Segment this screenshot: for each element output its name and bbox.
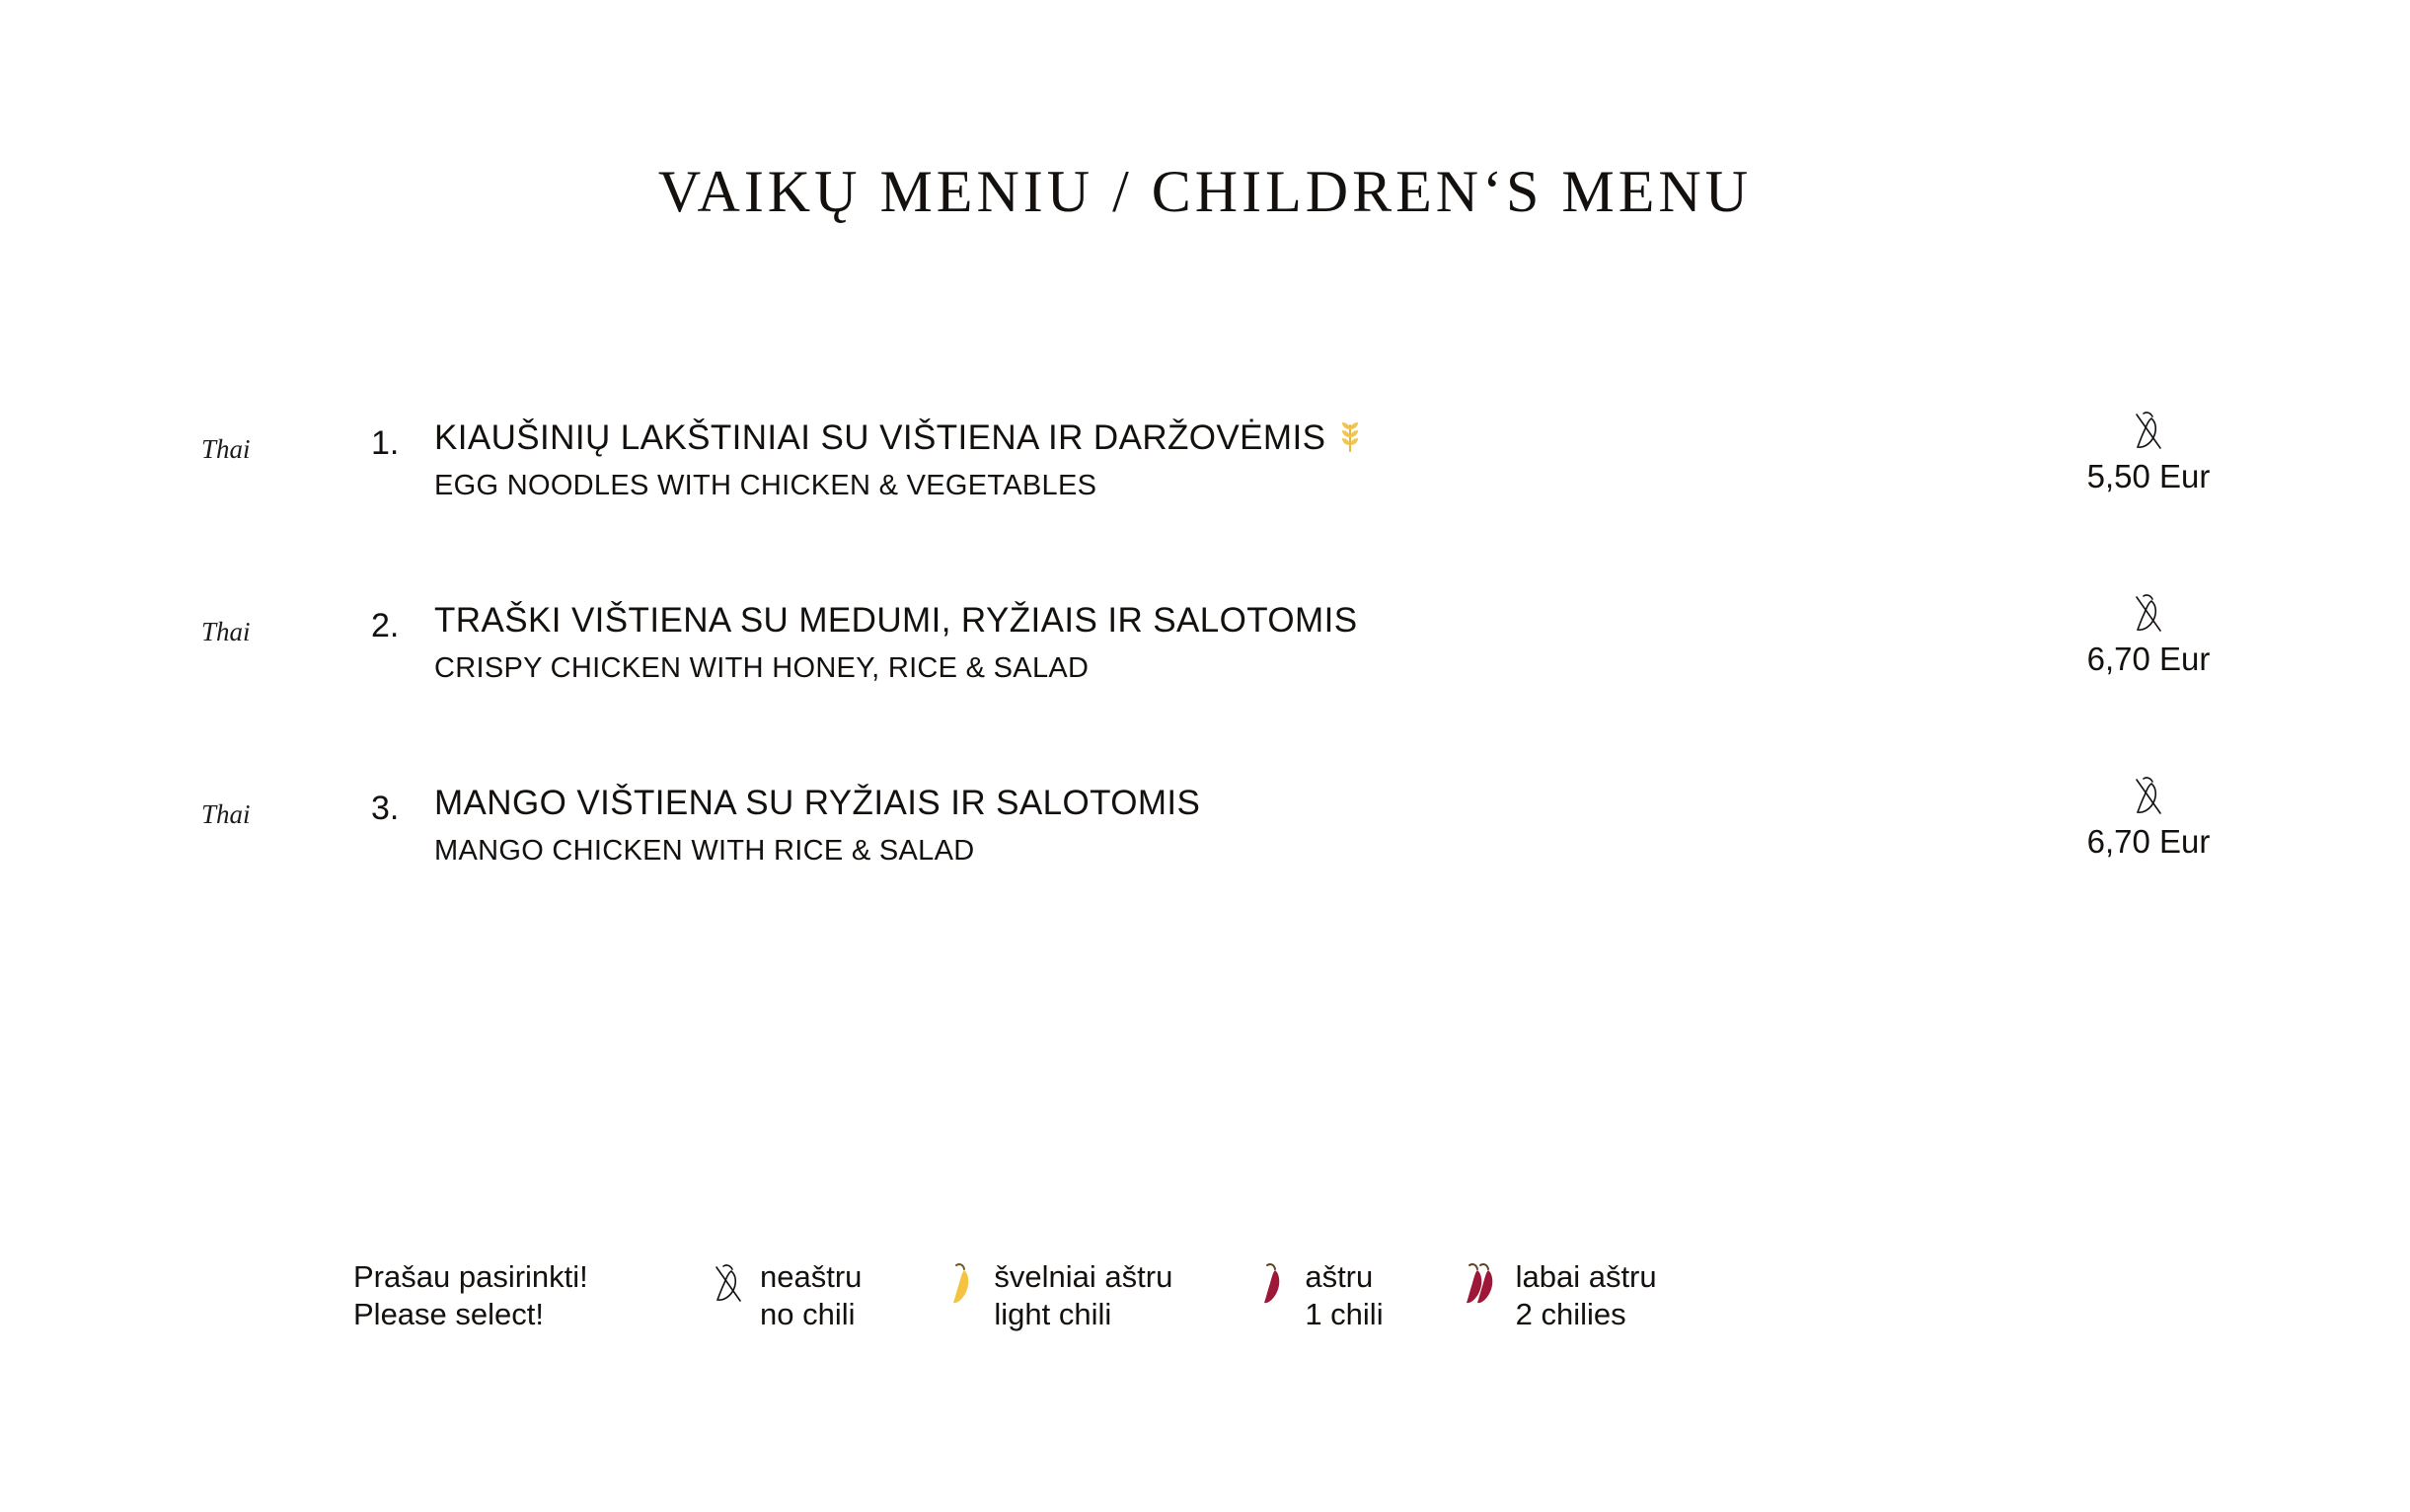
item-name-en: MANGO CHICKEN WITH RICE & SALAD (434, 835, 975, 867)
item-name-en: EGG NOODLES WITH CHICKEN & VEGETABLES (434, 470, 1097, 501)
legend-entry-one-chili (1242, 1258, 1383, 1333)
wheat-icon (1335, 418, 1365, 452)
item-price-block (2035, 591, 2262, 678)
item-text-block (434, 784, 1996, 868)
spice-legend (353, 1258, 1657, 1333)
legend-label-en: no chili (760, 1296, 856, 1331)
item-text-block (434, 601, 1996, 685)
item-price: 6,70 Eur (2086, 823, 2211, 860)
legend-entry-two-chilies (1453, 1258, 1657, 1333)
item-price-block (2035, 409, 2262, 495)
legend-label-en: light chili (994, 1296, 1112, 1331)
legend-entry-no-chili (697, 1258, 862, 1333)
legend-label-en: 2 chilies (1515, 1296, 1626, 1331)
legend-label-block (1516, 1258, 1657, 1333)
legend-intro-en: Please select! (353, 1296, 544, 1331)
item-name-lt (434, 418, 1996, 458)
legend-label-block (994, 1258, 1172, 1333)
item-name-text: KIAUŠINIŲ LAKŠTINIAI SU VIŠTIENA IR DARŽOVĖMIS (434, 418, 1326, 457)
legend-label-lt: labai aštru (1515, 1259, 1657, 1294)
double-chili-icon (1453, 1258, 1516, 1308)
chili-icon-red (1242, 1258, 1305, 1308)
no-chili-icon (697, 1258, 760, 1308)
legend-label-block (1305, 1258, 1383, 1333)
legend-label-lt: neaštru (760, 1259, 863, 1294)
menu-items-list (0, 403, 2410, 950)
no-chili-icon (2035, 409, 2262, 454)
legend-label-en: 1 chili (1305, 1296, 1384, 1331)
item-name-en: CRISPY CHICKEN WITH HONEY, RICE & SALAD (434, 652, 1090, 684)
item-price: 5,50 Eur (2086, 458, 2211, 494)
item-text-block (434, 418, 1996, 502)
cuisine-tag: Thai (201, 617, 251, 646)
item-price: 6,70 Eur (2086, 641, 2211, 677)
item-price-block (2035, 774, 2262, 861)
no-chili-icon (2035, 591, 2262, 637)
no-chili-icon (2035, 774, 2262, 819)
item-number: 2. (371, 607, 400, 644)
legend-label-block (760, 1258, 862, 1333)
cuisine-tag: Thai (201, 799, 251, 829)
legend-label-lt: aštru (1305, 1259, 1374, 1294)
page-title: VAIKŲ MENIU / CHILDREN‘S MENU (657, 159, 1753, 224)
legend-label-lt: švelniai aštru (994, 1259, 1173, 1294)
legend-intro (353, 1258, 600, 1333)
menu-item-row (0, 403, 2410, 585)
cuisine-tag: Thai (201, 434, 251, 464)
item-number: 3. (371, 790, 400, 827)
item-number: 1. (371, 424, 400, 462)
item-name-lt: MANGO VIŠTIENA SU RYŽIAIS IR SALOTOMIS (434, 784, 1201, 822)
chili-icon-yellow (931, 1258, 994, 1308)
legend-entry-light-chili (931, 1258, 1172, 1333)
menu-item-row (0, 768, 2410, 950)
menu-item-row (0, 585, 2410, 768)
item-name-lt: TRAŠKI VIŠTIENA SU MEDUMI, RYŽIAIS IR SALOTOMIS (434, 601, 1358, 640)
legend-intro-lt: Prašau pasirinkti! (353, 1259, 588, 1294)
